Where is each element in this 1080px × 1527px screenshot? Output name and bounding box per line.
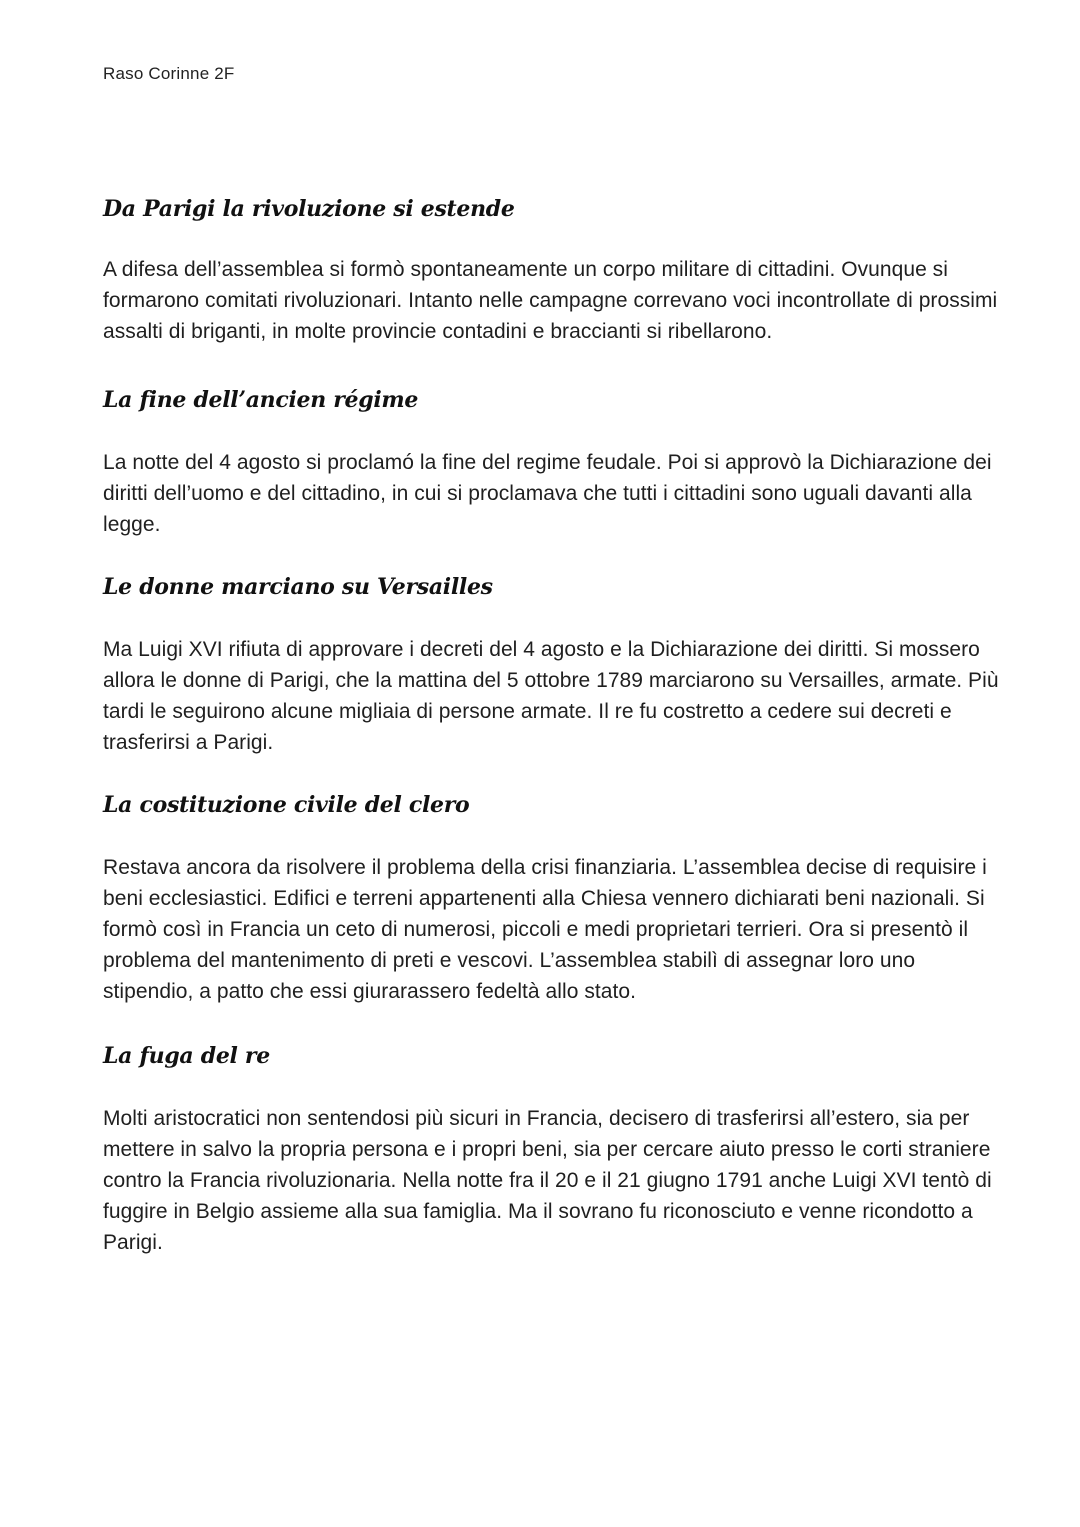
section-donne-versailles	[103, 570, 1003, 758]
section-title: Le donne marciano su Versailles	[103, 574, 493, 600]
section-title: La costituzione civile del clero	[103, 792, 470, 818]
section-paragraph: Restava ancora da risolvere il problema della crisi finanziaria. L’assemblea decise di requisire i beni ecclesiastici. Edifici e terreni appartenenti alla Chiesa vennero dichiarati beni nazionali. Si formò così in Francia un ceto di numerosi, piccoli e medi proprietari terrieri. Ora si presentò il problema del mantenimento di preti e vescovi. L’assemblea stabilì di assegnar loro uno stipendio, a patto che essi giurarassero fedeltà allo stato.	[103, 856, 987, 1003]
section-paragraph: A difesa dell’assemblea si formò spontaneamente un corpo militare di cittadini. Ovunque si formarono comitati rivoluzionari. Intanto nelle campagne correvano voci incontrollate di prossimi assalti di briganti, in molte provincie contadini e braccianti si ribellarono.	[103, 258, 998, 343]
section-fuga-re	[103, 1039, 1003, 1258]
section-title: La fine dell’ancien régime	[103, 387, 419, 413]
section-paragraph: Molti aristocratici non sentendosi più sicuri in Francia, decisero di trasferirsi all’estero, sia per mettere in salvo la propria persona e i propri beni, sia per cercare aiuto presso le corti straniere contro la Francia rivoluzionaria. Nella notte fra il 20 e il 21 giugno 1791 anche Luigi XVI tentò di fuggire in Belgio assieme alla sua famiglia. Ma il sovrano fu riconosciuto e venne ricondotto a Parigi.	[103, 1107, 992, 1254]
section-paragraph: Ma Luigi XVI rifiuta di approvare i decreti del 4 agosto e la Dichiarazione dei diritti. Si mossero allora le donne di Parigi, che la mattina del 5 ottobre 1789 marciarono su Versailles, armate. Più tardi le seguirono alcune migliaia di persone armate. Il re fu costretto a cedere sui decreti e trasferirsi a Parigi.	[103, 638, 999, 754]
section-paragraph: La notte del 4 agosto si proclamó la fine del regime feudale. Poi si approvò la Dichiarazione dei diritti dell’uomo e del cittadino, in cui si proclamava che tutti i cittadini sono uguali davanti alla legge.	[103, 451, 992, 536]
author-name: Raso Corinne 2F	[103, 64, 235, 83]
section-title: La fuga del re	[103, 1043, 270, 1069]
section-title: Da Parigi la rivoluzione si estende	[103, 196, 515, 222]
document-body	[103, 192, 1003, 1288]
section-costituzione-clero	[103, 788, 1003, 1007]
section-ancien-regime	[103, 383, 1003, 540]
section-parigi	[103, 192, 1003, 347]
